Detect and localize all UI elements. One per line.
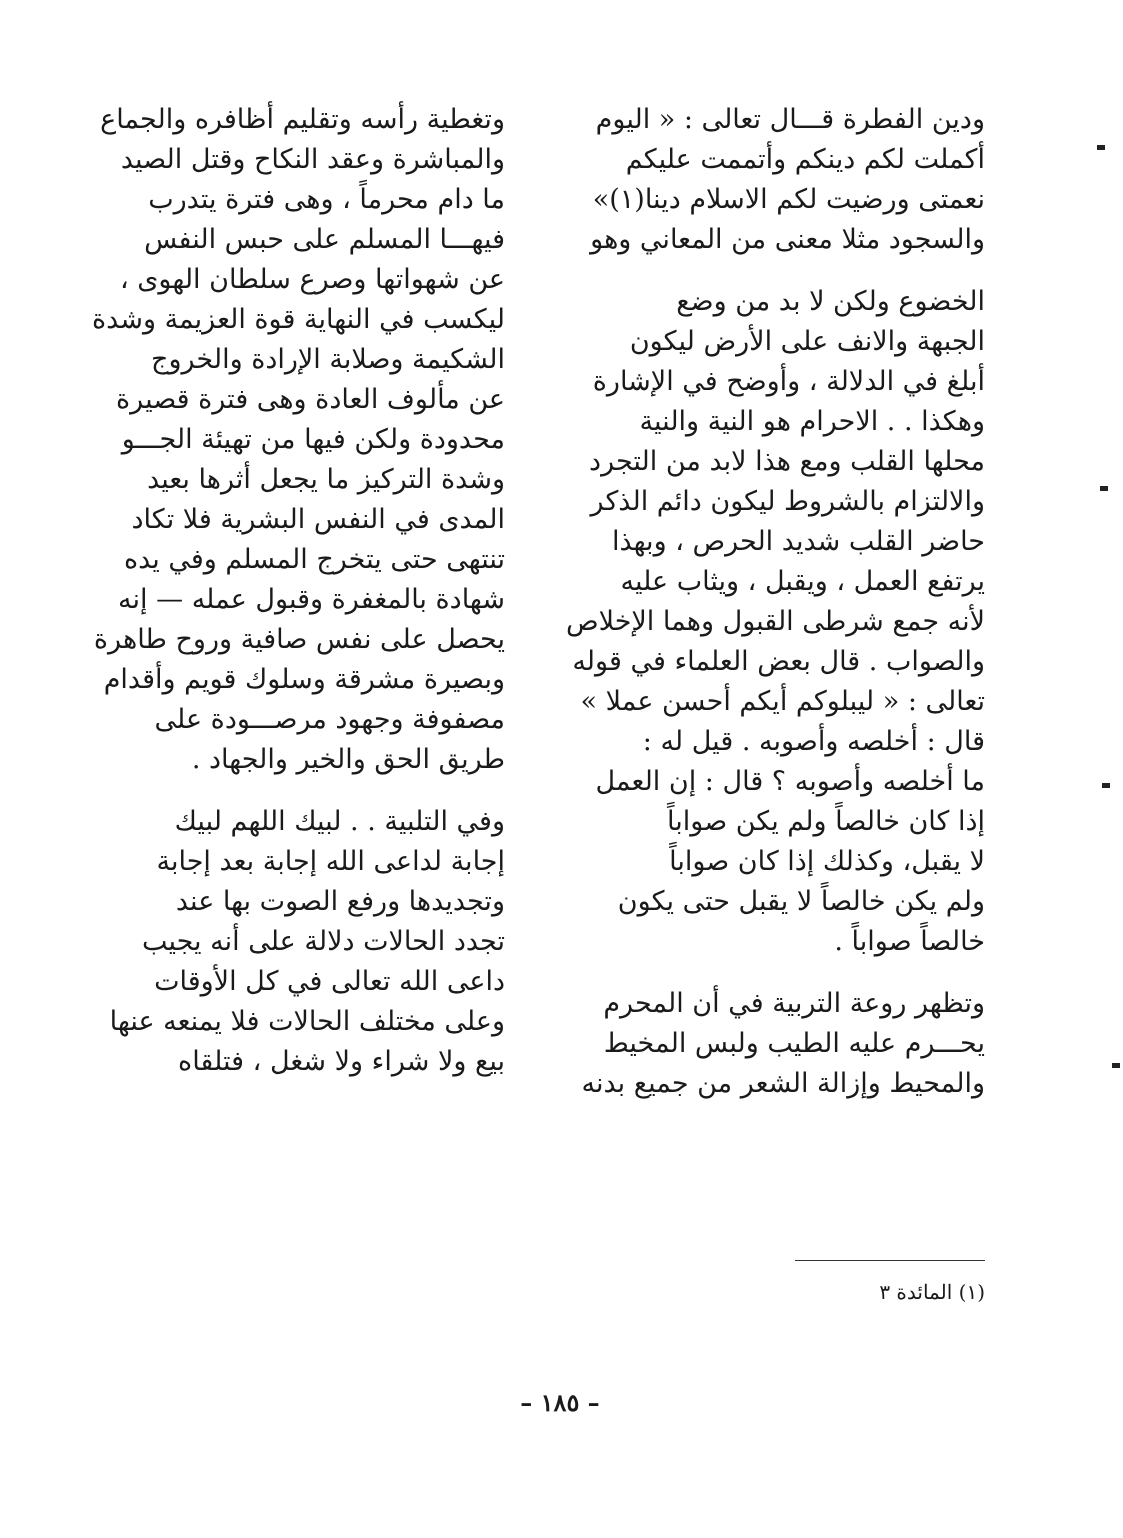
footnote: (١) المائدة ٣: [879, 1280, 985, 1304]
text-line: شهادة بالمغفرة وقبول عمله — إنه: [118, 584, 505, 615]
right-paragraph-3: [581, 984, 985, 1104]
text-line: محلها القلب ومع هذا لابد من التجرد: [589, 446, 985, 477]
text-line: والمباشرة وعقد النكاح وقتل الصيد: [120, 144, 505, 175]
text-line: ليكسب في النهاية قوة العزيمة وشدة: [92, 304, 505, 335]
text-line: خالصاً صواباً .: [834, 926, 985, 957]
text-line: وشدة التركيز ما يجعل أثرها بعيد: [147, 464, 505, 495]
text-line: الخضوع ولكن لا بد من وضع: [676, 286, 985, 317]
text-line: لأنه جمع شرطى القبول وهما الإخلاص: [565, 606, 985, 637]
footnote-divider: [795, 1260, 985, 1261]
margin-mark: [1100, 486, 1108, 491]
left-column: [92, 100, 505, 1082]
margin-mark: [1102, 783, 1110, 788]
left-paragraph-2: [110, 802, 505, 1082]
text-line: عن شهواتها وصرع سلطان الهوى ،: [120, 264, 505, 295]
text-line: وعلى مختلف الحالات فلا يمنعه عنها: [109, 1006, 505, 1037]
text-line: يرتفع العمل ، ويقبل ، ويثاب عليه: [620, 566, 985, 597]
text-line: إجابة لداعى الله إجابة بعد إجابة: [156, 846, 505, 877]
text-line: نعمتى ورضيت لكم الاسلام دينا(١)»: [592, 184, 985, 215]
right-column: [565, 100, 985, 1104]
text-line: وفي التلبية . . لبيك اللهم لبيك: [174, 806, 505, 837]
text-line: والسجود مثلا معنى من المعاني وهو: [590, 224, 985, 255]
text-line: تعالى : « ليبلوكم أيكم أحسن عملا »: [580, 686, 985, 717]
left-paragraph-1: [92, 100, 505, 780]
text-line: والالتزام بالشروط ليكون دائم الذكر: [590, 486, 985, 517]
margin-mark: [1112, 1063, 1120, 1068]
text-line: يحصل على نفس صافية وروح طاهرة: [93, 624, 505, 655]
margin-mark: [1097, 145, 1105, 150]
text-line: قال : أخلصه وأصوبه . قيل له :: [642, 726, 985, 757]
text-line: أبلغ في الدلالة ، وأوضح في الإشارة: [592, 366, 985, 397]
text-line: والمحيط وإزالة الشعر من جميع بدنه: [581, 1068, 985, 1099]
text-line: وتظهر روعة التربية في أن المحرم: [603, 988, 985, 1019]
text-line: الجبهة والانف على الأرض ليكون: [629, 326, 985, 357]
text-line: محدودة ولكن فيها من تهيئة الجـــو: [121, 424, 505, 455]
text-line: وهكذا . . الاحرام هو النية والنية: [639, 406, 985, 437]
text-line: ما دام محرماً ، وهى فترة يتدرب: [148, 184, 505, 215]
text-line: ما أخلصه وأصوبه ؟ قال : إن العمل: [595, 766, 985, 797]
text-line: بيع ولا شراء ولا شغل ، فتلقاه: [178, 1046, 505, 1077]
text-line: تنتهى حتى يتخرج المسلم وفي يده: [123, 544, 505, 575]
text-line: وتجديدها ورفع الصوت بها عند: [175, 886, 505, 917]
text-line: إذا كان خالصاً ولم يكن صواباً: [667, 806, 985, 837]
text-line: الشكيمة وصلابة الإرادة والخروج: [151, 344, 505, 375]
text-line: عن مألوف العادة وهى فترة قصيرة: [116, 384, 505, 415]
right-paragraph-2: [565, 282, 985, 962]
text-line: يحـــرم عليه الطيب ولبس المخيط: [603, 1028, 985, 1059]
text-line: وبصيرة مشرقة وسلوك قويم وأقدام: [103, 664, 505, 695]
text-line: وتغطية رأسه وتقليم أظافره والجماع: [100, 104, 505, 135]
text-line: تجدد الحالات دلالة على أنه يجيب: [141, 926, 505, 957]
text-line: ودين الفطرة قـــال تعالى : « اليوم: [595, 104, 985, 135]
right-paragraph-1: [590, 100, 985, 260]
text-line: ولم يكن خالصاً لا يقبل حتى يكون: [617, 886, 985, 917]
text-line: أكملت لكم دينكم وأتممت عليكم: [625, 144, 985, 175]
text-line: لا يقبل، وكذلك إذا كان صواباً: [669, 846, 985, 877]
text-line: داعى الله تعالى في كل الأوقات: [154, 966, 505, 997]
text-line: فيهـــا المسلم على حبس النفس: [144, 224, 505, 255]
text-line: والصواب . قال بعض العلماء في قوله: [572, 646, 985, 677]
text-line: طريق الحق والخير والجهاد .: [191, 744, 505, 775]
text-line: مصفوفة وجهود مرصـــودة على: [154, 704, 505, 735]
page-number: – ١٨٥ –: [520, 1388, 600, 1417]
text-line: حاضر القلب شديد الحرص ، وبهذا: [611, 526, 985, 557]
text-line: المدى في النفس البشرية فلا تكاد: [131, 504, 505, 535]
